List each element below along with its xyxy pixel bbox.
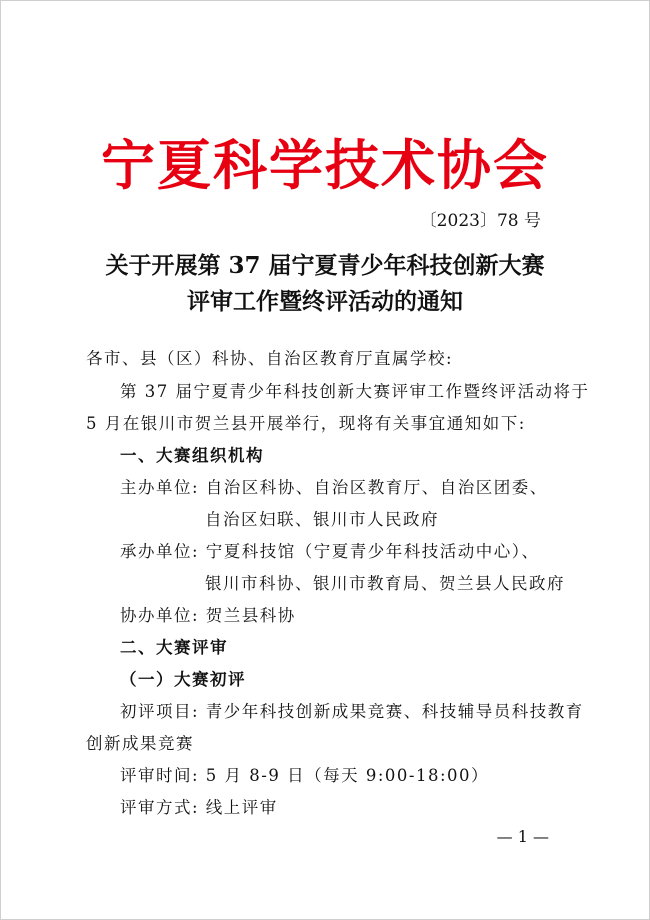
undertaker-continuation: 银川市科协、银川市教育局、贺兰县人民政府 xyxy=(205,574,565,593)
organizer-continuation: 自治区妇联、银川市人民政府 xyxy=(205,510,439,529)
intro-line-2: 5 月在银川市贺兰县开展举行，现将有关事宜通知如下: xyxy=(86,414,526,433)
review-time: 评审时间: 5 月 8-9 日（每天 9:00-18:00） xyxy=(120,766,490,785)
prelim-items-line-2: 创新成果竞赛 xyxy=(86,734,194,753)
co-organizer-line: 协办单位: 贺兰县科协 xyxy=(120,606,296,625)
organizer-line: 主办单位: 自治区科协、自治区教育厅、自治区团委、 xyxy=(120,478,548,497)
salutation: 各市、县（区）科协、自治区教育厅直属学校: xyxy=(86,349,454,368)
page-number: — 1 — xyxy=(496,827,549,846)
notice-title-line-1: 关于开展第 37 届宁夏青少年科技创新大赛 xyxy=(105,252,545,279)
document-number: 〔2023〕78 号 xyxy=(419,211,541,231)
undertaker-line: 承办单位: 宁夏科技馆（宁夏青少年科技活动中心）、 xyxy=(120,542,540,561)
notice-title-line-2: 评审工作暨终评活动的通知 xyxy=(187,288,463,315)
section-2-heading: 二、大赛评审 xyxy=(120,638,228,657)
subsection-1-heading: （一）大赛初评 xyxy=(120,670,246,689)
intro-line-1: 第 37 届宁夏青少年科技创新大赛评审工作暨终评活动将于 xyxy=(120,382,590,401)
masthead-title: 宁夏科学技术协会 xyxy=(101,133,549,197)
review-method: 评审方式: 线上评审 xyxy=(120,798,278,817)
prelim-items-line-1: 初评项目: 青少年科技创新成果竞赛、科技辅导员科技教育 xyxy=(120,702,584,721)
section-1-heading: 一、大赛组织机构 xyxy=(120,446,264,465)
